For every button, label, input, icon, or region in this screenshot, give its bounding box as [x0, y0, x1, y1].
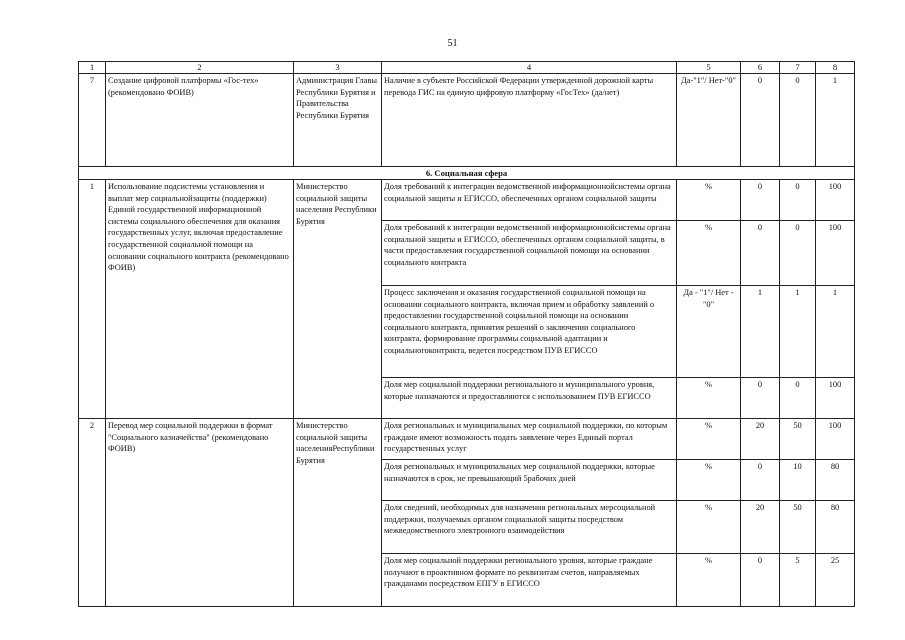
- header-cell: 5: [677, 62, 741, 74]
- header-cell: 4: [382, 62, 677, 74]
- section-row: [79, 167, 855, 180]
- responsible: Министерство социальной защиты населенияРеспублики Бурятия: [294, 419, 382, 607]
- value-col6: 0: [741, 74, 780, 167]
- value-col7: 1: [780, 286, 816, 378]
- unit: %: [677, 554, 741, 607]
- value-col8: 80: [816, 501, 855, 554]
- value-col6: 20: [741, 419, 780, 460]
- value-col7: 0: [780, 221, 816, 286]
- value-col8: 1: [816, 74, 855, 167]
- responsible: Администрация Главы Республики Бурятия и Правительства Республики Бурятия: [294, 74, 382, 167]
- value-col8: 25: [816, 554, 855, 607]
- unit: %: [677, 378, 741, 419]
- measure-name: Использование подсистемы установления и выплат мер социальнойзащиты (поддержки) Единой государственной информационной системы социального обеспечения для оказания государственных услуг, включая предоставление государственной социальной помощи на основании социального контракта (рекомендовано ФОИВ): [106, 180, 294, 419]
- value-col6: 20: [741, 501, 780, 554]
- header-cell: 3: [294, 62, 382, 74]
- measures-table: [78, 61, 855, 607]
- indicator: Наличие в субъекте Российской Федерации утвержденной дорожной карты перевода ГИС на единую цифровую платформу «ГосТех» (да/нет): [382, 74, 677, 167]
- unit: Да - "1"/ Нет -"0": [677, 286, 741, 378]
- row-number: 7: [79, 74, 106, 167]
- measure-name: Перевод мер социальной поддержки в формат "Социального казначейства" (рекомендовано ФОИВ): [106, 419, 294, 607]
- value-col6: 0: [741, 460, 780, 501]
- header-cell: 8: [816, 62, 855, 74]
- value-col7: 50: [780, 501, 816, 554]
- header-cell: 1: [79, 62, 106, 74]
- unit: %: [677, 180, 741, 221]
- section-title: 6. Социальная сфера: [79, 167, 855, 180]
- indicator: Доля требований к интеграции ведомственной информационнойсистемы органа социальной защиты и ЕГИССО, обеспеченных органом социальной защиты: [382, 180, 677, 221]
- row-number: 2: [79, 419, 106, 607]
- value-col7: 5: [780, 554, 816, 607]
- value-col8: 100: [816, 221, 855, 286]
- value-col6: 1: [741, 286, 780, 378]
- value-col8: 100: [816, 180, 855, 221]
- unit: %: [677, 419, 741, 460]
- indicator: Доля сведений, необходимых для назначения региональных мерсоциальной поддержки, получаемых органом социальной защиты посредством межведомственного электронного взаимодействия: [382, 501, 677, 554]
- value-col6: 0: [741, 180, 780, 221]
- page-number: 51: [447, 38, 458, 49]
- unit: %: [677, 501, 741, 554]
- indicator: Доля требований к интеграции ведомственной информационнойсистемы органа социальной защиты и ЕГИССО, обеспеченных органом социальной защиты, в части предоставления государственной социальной помощи на основании социального контракта: [382, 221, 677, 286]
- responsible: Министерство социальной защиты населения Республики Бурятия: [294, 180, 382, 419]
- value-col7: 50: [780, 419, 816, 460]
- value-col8: 100: [816, 378, 855, 419]
- value-col6: 0: [741, 554, 780, 607]
- value-col6: 0: [741, 221, 780, 286]
- value-col7: 0: [780, 378, 816, 419]
- row-number: 1: [79, 180, 106, 419]
- value-col7: 0: [780, 180, 816, 221]
- value-col8: 1: [816, 286, 855, 378]
- table-row: [79, 419, 855, 460]
- table-row: [79, 74, 855, 167]
- header-row: [79, 62, 855, 74]
- measure-name: Создание цифровой платформы «Гос-тех» (рекомендовано ФОИВ): [106, 74, 294, 167]
- table-row: [79, 180, 855, 221]
- indicator: Процесс заключения и оказания государственной социальной помощи на основании социального контракта, включая прием и обработку заявлений о предоставлении государственной социальной помощи на основании социального контракта, принятия решений о заключении социального контракта, формирование программы социальной адаптации и социальногоконтракта, ведется посредством ПУВ ЕГИССО: [382, 286, 677, 378]
- indicator: Доля региональных и муниципальных мер социальной поддержки, которые назначаются в срок, не превышающий 5рабочих дней: [382, 460, 677, 501]
- header-cell: 6: [741, 62, 780, 74]
- value-col7: 10: [780, 460, 816, 501]
- value-col7: 0: [780, 74, 816, 167]
- unit: %: [677, 221, 741, 286]
- indicator: Доля мер социальной поддержки регионального уровня, которые граждане получают в проактивном формате по реквизитам счетов, направляемых гражданами посредством ЕПГУ в ЕГИССО: [382, 554, 677, 607]
- indicator: Доля региональных и муниципальных мер социальной поддержки, по которым граждане имеют возможность подать заявление через Единый портал государственных услуг: [382, 419, 677, 460]
- header-cell: 2: [106, 62, 294, 74]
- value-col8: 80: [816, 460, 855, 501]
- unit: %: [677, 460, 741, 501]
- value-col8: 100: [816, 419, 855, 460]
- indicator: Доля мер социальной поддержки регионального и муниципального уровня, которые назначаются и предоставляются с использованием ПУВ ЕГИССО: [382, 378, 677, 419]
- header-cell: 7: [780, 62, 816, 74]
- value-col6: 0: [741, 378, 780, 419]
- unit: Да-"1"/ Нет-"0": [677, 74, 741, 167]
